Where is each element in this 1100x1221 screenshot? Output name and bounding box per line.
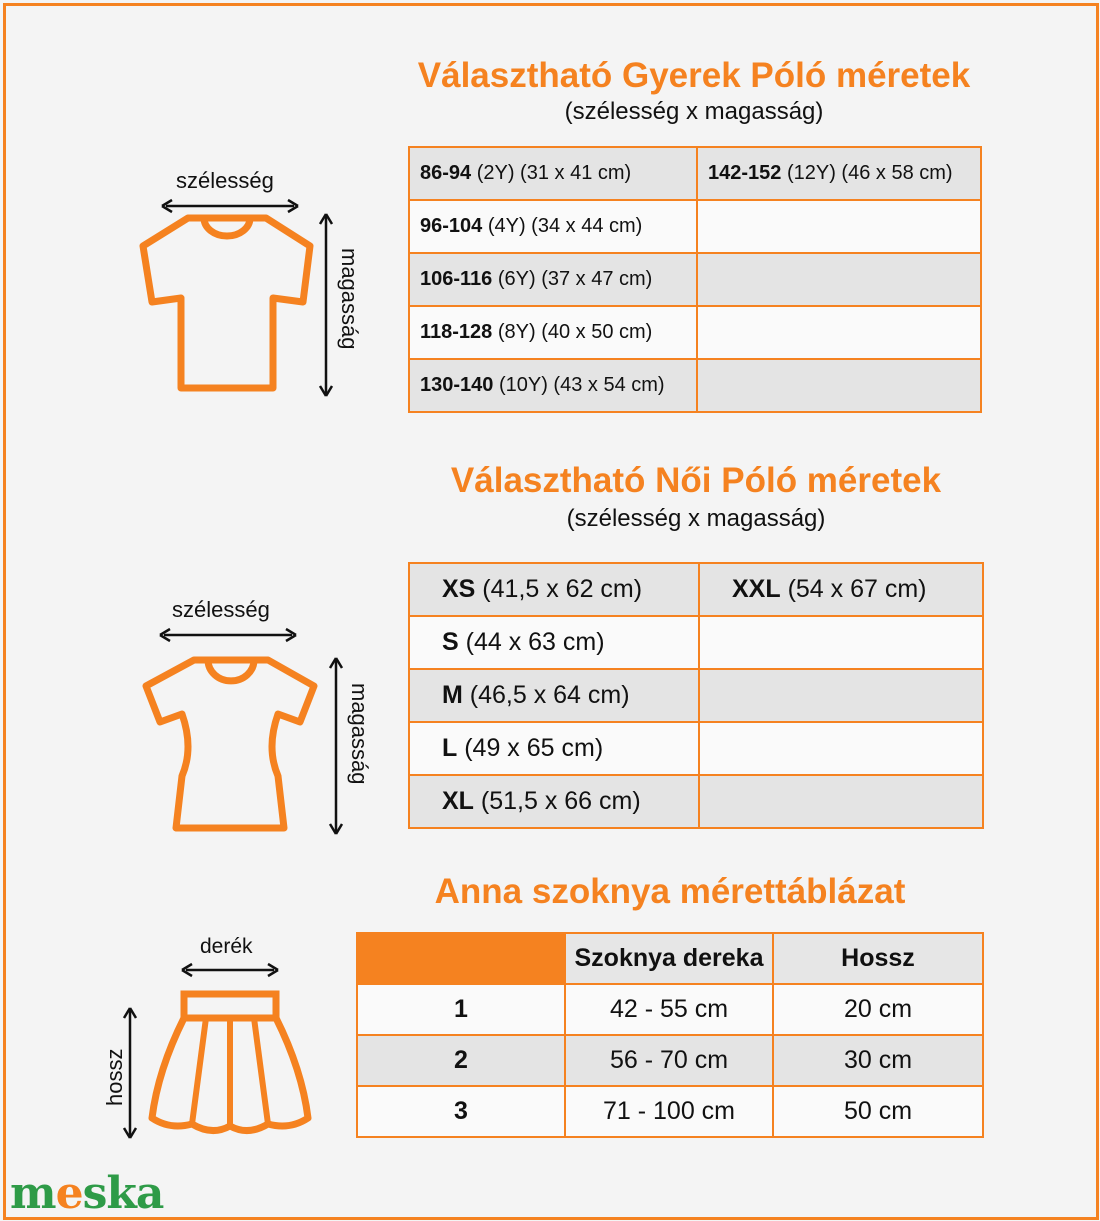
size-code: 86-94 [420,162,472,184]
size-code: L [442,734,458,762]
women-width-label: szélesség [172,597,270,622]
kids-width-label: szélesség [176,168,274,193]
skirt-title: Anna szoknya mérettáblázat [434,872,906,911]
kids-cell-left [409,306,697,359]
kids-cell-right [697,253,981,306]
skirt-size-number: 1 [357,984,565,1035]
skirt-waist-value: 71 - 100 cm [565,1086,773,1137]
size-measurement: (10Y) (43 x 54 cm) [493,374,665,396]
kids-size-table [408,146,982,413]
kids-tshirt-icon [138,212,318,392]
women-height-arrow [328,656,344,836]
size-measurement: (41,5 x 62 cm) [475,575,643,603]
size-measurement: (12Y) (46 x 58 cm) [781,162,953,184]
women-size-table [408,562,984,829]
skirt-row [357,1086,983,1137]
skirt-length-value: 20 cm [773,984,983,1035]
size-code: S [442,628,459,656]
meska-logo: meska [10,1168,164,1219]
kids-subtitle: (szélesség x magasság) [564,98,824,125]
women-cell-left [409,616,699,669]
size-code: 96-104 [420,215,483,237]
size-code: M [442,681,463,709]
size-code: XS [442,575,476,603]
skirt-length-value: 50 cm [773,1086,983,1137]
kids-cell-right [697,359,981,412]
kids-height-label: magasság [337,248,362,350]
skirt-icon [148,990,312,1140]
women-height-label: magasság [347,683,372,785]
women-cell-right [699,616,983,669]
women-cell-right [699,563,983,616]
women-row [409,722,983,775]
size-measurement: (8Y) (40 x 50 cm) [492,321,653,343]
size-code: XL [442,787,474,815]
skirt-row [357,1035,983,1086]
size-code: 106-116 [420,268,493,290]
skirt-waist-value: 56 - 70 cm [565,1035,773,1086]
skirt-header-length: Hossz [773,933,983,984]
women-cell-right [699,669,983,722]
kids-title: Választható Gyerek Póló méretek [417,56,971,95]
size-measurement: (51,5 x 66 cm) [473,787,641,815]
kids-row [409,306,981,359]
size-measurement: (49 x 65 cm) [457,734,604,762]
kids-row [409,200,981,253]
women-title: Választható Női Póló méretek [450,461,942,500]
skirt-size-number: 2 [357,1035,565,1086]
kids-cell-left [409,200,697,253]
kids-row [409,253,981,306]
skirt-header-waist: Szoknya dereka [565,933,773,984]
women-cell-left [409,563,699,616]
kids-row [409,147,981,200]
skirt-length-value: 30 cm [773,1035,983,1086]
size-code: 142-152 [708,162,782,184]
skirt-waist-arrow [180,962,280,978]
kids-row [409,359,981,412]
women-row [409,563,983,616]
skirt-size-number: 3 [357,1086,565,1137]
kids-cell-right [697,147,981,200]
size-measurement: (2Y) (31 x 41 cm) [471,162,632,184]
women-row [409,669,983,722]
skirt-waist-value: 42 - 55 cm [565,984,773,1035]
women-cell-left [409,722,699,775]
women-cell-left [409,775,699,828]
women-cell-right [699,775,983,828]
women-cell-right [699,722,983,775]
size-measurement: (44 x 63 cm) [458,628,605,656]
skirt-row [357,984,983,1035]
kids-height-arrow [318,212,334,398]
women-row [409,775,983,828]
size-measurement: (54 x 67 cm) [780,575,927,603]
size-measurement: (46,5 x 64 cm) [462,681,630,709]
size-measurement: (6Y) (37 x 47 cm) [492,268,653,290]
skirt-header-corner [357,933,565,984]
size-measurement: (4Y) (34 x 44 cm) [482,215,643,237]
women-row [409,616,983,669]
kids-cell-left [409,147,697,200]
women-width-arrow [158,627,298,643]
women-subtitle: (szélesség x magasság) [566,505,826,532]
women-tshirt-icon [142,656,322,836]
skirt-length-label: hossz [102,1048,127,1106]
kids-cell-right [697,200,981,253]
kids-cell-right [697,306,981,359]
size-code: 118-128 [420,321,493,343]
skirt-waist-label: derék [200,935,253,958]
kids-cell-left [409,359,697,412]
size-code: 130-140 [420,374,494,396]
women-cell-left [409,669,699,722]
skirt-size-table [356,932,984,1138]
kids-cell-left [409,253,697,306]
size-code: XXL [732,575,781,603]
